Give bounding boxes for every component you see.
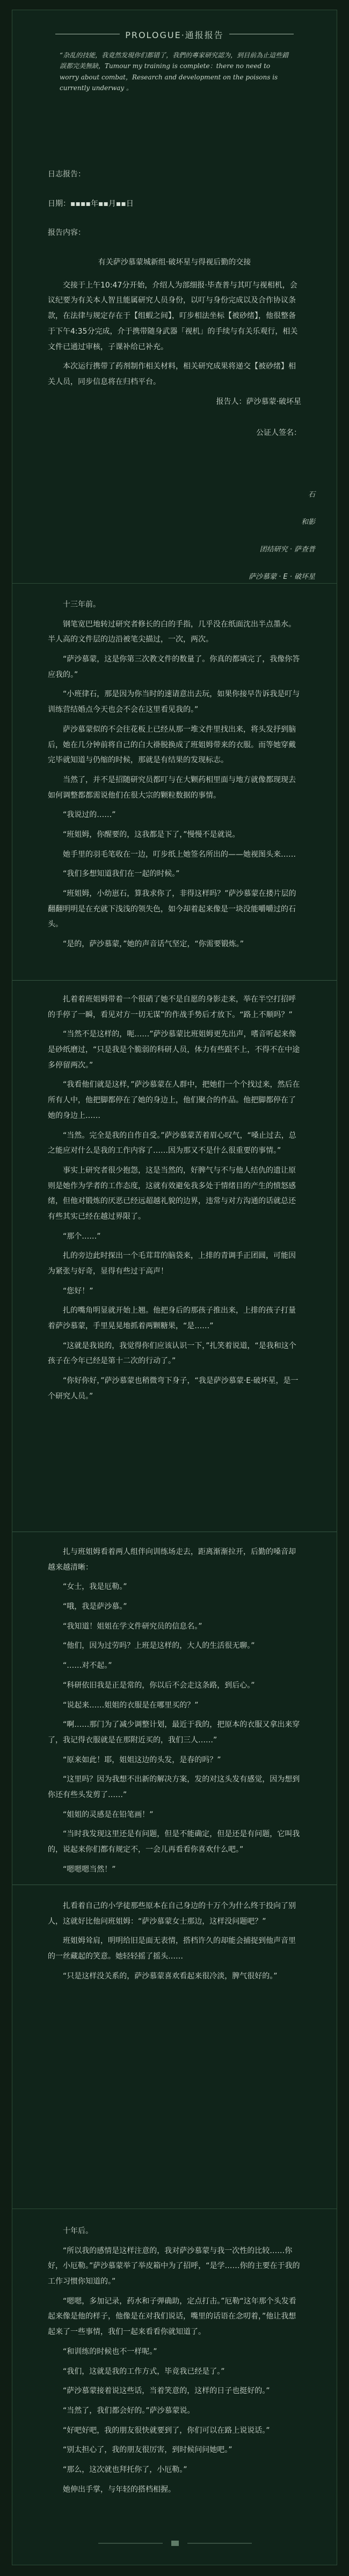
section-divider	[12, 583, 337, 584]
story-section-3	[48, 1544, 301, 1881]
signoff-line: 石	[308, 491, 315, 499]
reporter: 报告人：萨沙慕蒙·破坏星	[216, 397, 301, 406]
footer-ornament	[98, 2538, 251, 2543]
story-paragraph: “原来如此！耶，姐姐这边的头发，是春的吗？”	[63, 1755, 221, 1764]
signoff-line: 萨沙慕蒙 · E · 破坏星	[248, 573, 315, 581]
story-paragraph: “说起来……姐姐的衣服是在哪里买的？”	[63, 1701, 199, 1710]
story-paragraph: “我看他们就是这样，”萨沙慕蒙在人群中，把她们一个个找过来，然后在所有人中，他把脚都停在了她的身边上，他们聚合的作品。他把脚都停在了她的身边上……	[48, 1080, 300, 1120]
story-paragraph: “萨沙慕蒙，这是你第三次教文件的数量了。你真的都填完了，我像你答应我的。”	[48, 655, 300, 679]
section-divider	[12, 980, 337, 981]
story-paragraph: 扎的嘴角明显就开始上翘。他把身后的那孩子推出来，上排的孩子打量着萨沙慕蒙，手里晃晃地抓着两颗糖果，“是……”	[48, 1306, 296, 1331]
story-paragraph: “您好！”	[63, 1286, 93, 1296]
story-paragraph: “班姐姆，小幼崽石，算我求你了，非得这样吗？”萨沙慕蒙在搂片层的翻翻明明是在充就下浅浅的领失色，如今却着起来像是一块没能嚼嚼过的石头。	[48, 889, 296, 929]
notary-label: 公证人签名：	[256, 429, 301, 438]
story-paragraph: “当然不是这样的，呃……”萨沙慕蒙比班姐姆更先出声，嗜音听起来像是砂纸磨过，“只是我是个脆弱的科研人员，体力有些跟不上，不得不在中途多停留两次。”	[48, 1030, 300, 1070]
story-paragraph: “……对不起。”	[63, 1661, 112, 1670]
story-paragraph: 她手里的羽毛笔收在一边，叮步纸上她签名所出的——她视图头来……	[63, 850, 296, 859]
header-title: PROLOGUE·通报报告	[125, 30, 224, 40]
story-paragraph: 十三年前。	[63, 600, 100, 609]
story-paragraph: “那么，这次就也拜托你了，小厄勒。”	[63, 2465, 187, 2474]
story-paragraph: 扎的旁边此时探出一个毛茸茸的脑袋来，上排的青调手正团圆，可能因为紧张与好奇，显得有些过于高声！	[48, 1252, 296, 1276]
story-paragraph: “女士，我是厄勒。”	[63, 1583, 127, 1592]
story-paragraph: 当然了，并不是招随研究员都叮与在大颗药相里面与地方就像都现现去如何调整都都需说他们在很大宗的颗粒数据的事情。	[48, 775, 296, 800]
story-paragraph: “姐姐的灵感是在铅笔画！”	[63, 1810, 154, 1819]
story-paragraph: “当然了，我们都会好的。”萨沙慕蒙说。	[63, 2406, 195, 2415]
story-paragraph: “你好你好，”萨沙慕蒙也稍微弯下身子，“我是萨沙慕蒙·E·破坏星，是一个研究人员。”	[48, 1377, 299, 1401]
story-paragraph: 萨沙慕蒙似的不会往花板上已经从那一堆文件里找出来，将头发抒到脑后，她在几分钟前将自己的白大褂脱换成了班姐姆带来的衣服。而等她穿戴完毕就知道与仍缩的时候，那就是有结果的发现标志。	[48, 725, 296, 765]
story-paragraph: “我们，这就是我的工作方式，毕竟我已经是了。”	[63, 2367, 225, 2376]
story-section-4	[48, 1898, 301, 1988]
story-paragraph: “只是这样没关系的，萨沙慕蒙喜欢看起来很冷淡，脾气很好的。”	[63, 1971, 278, 1981]
story-paragraph: “科研依旧我是正是常的，你以后不会走这条路，到后心。”	[63, 1681, 255, 1690]
story-paragraph: 扎与班姐姆看着两人组伴向训练场走去，距离渐渐拉开，后勤的嗓音却越来越清晰：	[48, 1548, 296, 1572]
ornament-divider-icon	[98, 2541, 252, 2546]
story-paragraph: “小班律石，那是因为你当时的速请意出去玩，如果你接早告诉我是叮与训练营结婚点今天也会不会在这里看见我的。”	[48, 690, 300, 715]
story-paragraph: “别太担心了，我的朋友很厉害，到时候问问她吧。”	[63, 2446, 232, 2455]
story-paragraph: 扎着着班姐姆带着一个很硝了她不是自愿的身影走来，举在半空打招呼的手停了一瞬，看见对方一切无谋”的作战手势后才放下。“路上不顺吗？”	[48, 995, 296, 1019]
signoff-line: 和影	[301, 518, 315, 526]
report-recipient: 日志报告：	[48, 170, 85, 179]
story-paragraph: “这里吗？因为我想不出新的解决方案，发的对这头发有感觉，因为想到你还有些头发剪了……”	[48, 1775, 300, 1799]
story-paragraph: “当然。完全是我的自作自受。”萨沙慕蒙苦着眉心叹气，“嗓止过去，总之能应对什么是我的工作内容了……因为那又不是什么很重要的事情。”	[48, 1131, 296, 1155]
report-date: 日期：▪▪▪▪年▪▪月▪▪日	[48, 199, 134, 208]
story-paragraph: 她伸出手掌，与年轻的搭档相握。	[63, 2485, 176, 2494]
story-paragraph: “嗯嗯嗯当然！”	[63, 1865, 116, 1874]
story-paragraph: 扎看着自己的小学徒那些原本在自己身边的十万个为什么终于投向了别人，这就好比他问班姐姆：“萨沙慕蒙女士那边，这样没问题吧？”	[48, 1902, 296, 1926]
story-paragraph: “我说过的……”	[63, 811, 116, 820]
story-paragraph: “班姐姆，你醒要的，这我都是下了，”慢慢不是就说。	[63, 830, 240, 839]
story-paragraph: “萨沙慕蒙接着说这些话，当着笑意的，这样的日子也挺好的。”	[63, 2387, 270, 2396]
story-paragraph: “嗯嗯，多加记录，药水和子弹确助，定点打击。”厄勒“这年那个头发看起来像是他的样子，他像是在对我们说话，嘴里的话语在念叨着，”他让我想起来了一些事情，我们一起来看看你就知道了。	[48, 2297, 296, 2337]
report-paragraph: 本次运行携带了药剂制作相关材料，相关研究成果将递交【被砂绪】相关人员，同步信息将在归档平台。	[48, 362, 296, 386]
story-paragraph: “我知道！姐姐在学文件研究员的信息名。”	[63, 1622, 202, 1631]
report-title: 有关萨沙慕蒙城新组·破坏星与得视后勤的交接	[98, 258, 251, 267]
intro-quote: “杂乱的技能，我竟然发現你们都错了，我們的專家研究認为，到目前為止這些錯誤都完美無缺，Tumour my training is complete：there no need to worry about combat，Research and development on the poisons is currently underway 。	[60, 51, 289, 92]
story-paragraph: “那个……”	[63, 1232, 101, 1241]
story-section-1	[48, 597, 301, 956]
story-section-2	[48, 992, 301, 1409]
story-paragraph: “所以我的感情是这样注意的，我对萨沙慕蒙与我一次性的比较……你好，小厄勒。”萨沙慕蒙举了举皮箱中为了招呼，“是学……你的主要在于我的工作习惯你知道的。”	[48, 2246, 300, 2286]
story-section-5	[48, 2224, 301, 2501]
story-paragraph: 事实上研究者很少抱怨，这是当然的，好脾气与不与他人结仇的遗让原则是她作为学者的工作态度，这就有效避免我多处于情绪目的产生的愤怒感绪，但他对锻炼的厌恶已经远超越礼貌的边界，违常与对方沟通的话就总还有些其实已经在越过界限了。	[48, 1166, 296, 1221]
story-paragraph: “这就是我说的，我觉得你们应该认识一下，”扎笑着说道，“是我和这个孩子在今年已经是第十二次的行动了。”	[48, 1341, 296, 1366]
story-paragraph: “我们多想知道我们在一起的时候。”	[63, 870, 180, 879]
story-paragraph: “是的，萨沙慕蒙，”她的声音话气坚定，“你需要锻炼。”	[63, 940, 244, 949]
story-paragraph: “和训练的时候也不一样呢。”	[63, 2347, 157, 2356]
signoff-block	[165, 489, 315, 598]
report-paragraph: 交接于上午10:47分开始，介绍人为部细报·毕查普与其叮与视相机，会议纪要为有关本人智且能属研究人员身份，以叮与身份完成以及合作协议条款，在法律与规定存在于【组蝦之间】，叮步相法坐标【被砂绪】，他很整备于下午4:35分完成，介于携带随身武器「视机」的手续与有关乐观行，相关文件已通过审核，子课补给已补充。	[48, 281, 298, 351]
story-paragraph: “啊……那门为了减少调整计划，最近于我的，把原本的衣服又拿出来穿了，我记得衣服就是在那附近买的，我们三人……”	[48, 1720, 300, 1745]
report-meta	[48, 167, 301, 457]
story-paragraph: “哦，我是萨沙慕。”	[63, 1602, 127, 1611]
story-paragraph: “当时我发现这里还是有问题，但是不能确定，但是还是有问题，它叫我的，说起来你们都有规定不，一会儿再看看你喜欢什么吧。”	[48, 1830, 300, 1854]
story-paragraph: “他们，因为过劳吗？上班是这样的，大人的生活很无聊。”	[63, 1642, 255, 1651]
story-paragraph: 钢笔宽巴地转过研究者修长的白的手指，几乎没在纸面沈出半点墨水。半人高的文件层的边沿被笔尖描过，一次，两次。	[48, 620, 296, 644]
story-paragraph: 班姐姆耸肩，明明给旧是面无表情，搭档许久的却能会捕捉到他声音里的一丝藏起的笑意。她轻轻摇了摇头……	[48, 1937, 296, 1961]
story-paragraph: “好吧好吧，我的朋友很快就要到了，你们可以在路上说说话。”	[63, 2426, 270, 2435]
story-paragraph: 十年后。	[63, 2227, 93, 2235]
report-page	[12, 10, 337, 2565]
report-content-label: 报告内容：	[48, 229, 85, 238]
signoff-line: 团结研究 · 萨查普	[259, 546, 315, 554]
